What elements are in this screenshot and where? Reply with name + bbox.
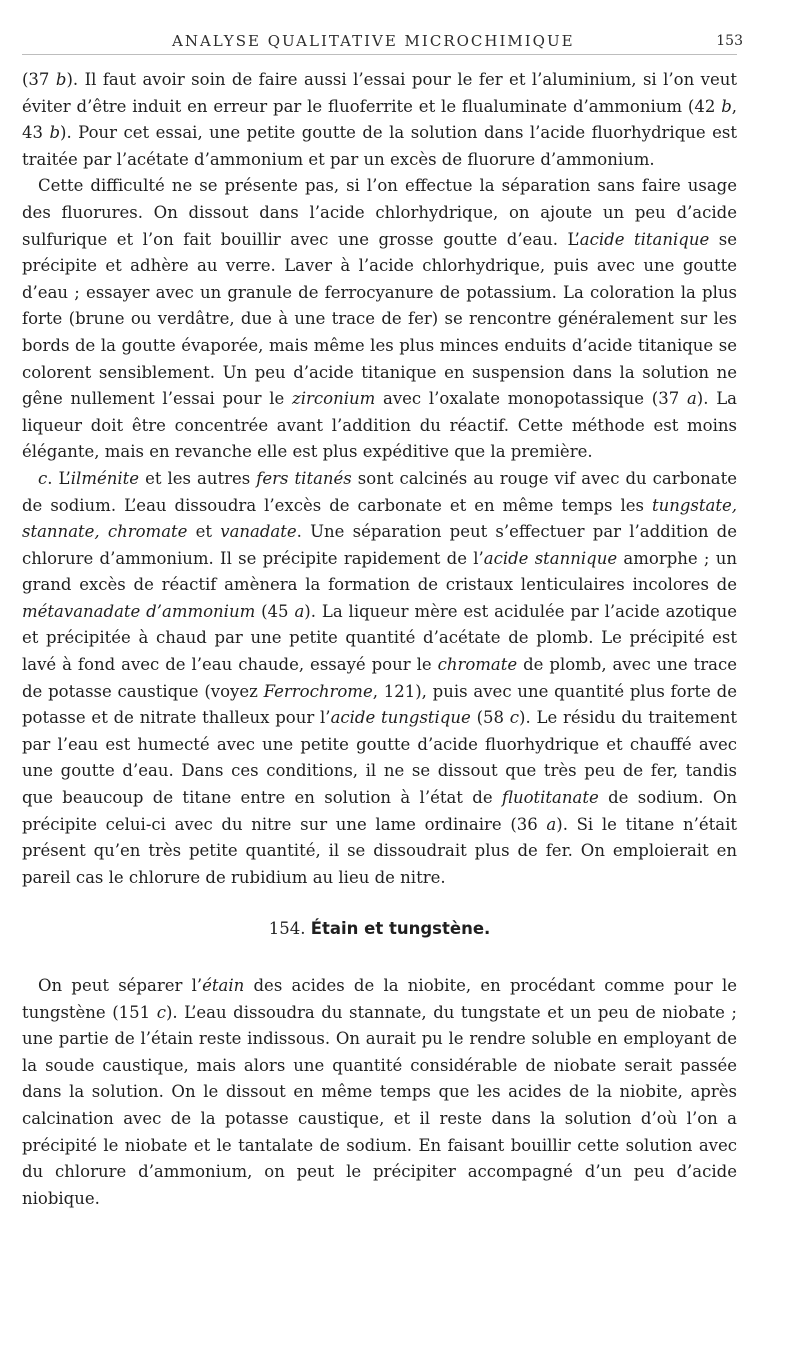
section-title: Étain et tungstène. xyxy=(310,919,491,939)
text-run: ). Pour cet essai, une petite goutte de la solution dans l’acide fluorhydrique est traitée par l’acétate d’ammonium et par un excès de fluorure d’ammonium. xyxy=(22,123,737,169)
running-header xyxy=(22,30,743,55)
main-text xyxy=(22,67,737,1212)
italic-term: métavanadate d’ammonium xyxy=(22,601,256,621)
text-run: (58 xyxy=(470,708,510,728)
text-run: des acides de la niobite, en procédant comme pour le tungstène (151 xyxy=(22,976,737,1022)
paragraph-ilmenite xyxy=(22,466,737,892)
text-run: Cette difficulté ne se présente pas, si l’on effectue la séparation sans faire usage des fluorures. On dissout dans l’acide chlorhydrique, on ajoute un peu d’acide sulfurique et l’on fait bouillir avec une grosse goutte d’eau. L’ xyxy=(22,176,737,249)
text-run: ). L’eau dissoudra du stannate, du tungstate et un peu de niobate ; une partie de l’étain reste indissous. On aurait pu le rendre soluble en employant de la soude caustique, mais alors une quantité considérable de niobate serait passée dans la solution. On le dissout en même temps que les acides de la niobite, après calcination avec de la potasse caustique, et il reste dans la solution d’où l’on a précipité le niobate et le tantalate de sodium. En faisant bouillir cette solution avec du chlorure d’ammonium, on peut le précipiter accompagné d’un peu d’acide niobique. xyxy=(22,1002,737,1208)
italic-term: Ferrochrome xyxy=(263,681,373,701)
text-run: (37 xyxy=(22,70,56,89)
italic-term: a xyxy=(546,814,557,834)
text-run: ). La liqueur doit être concentrée avant l’addition du réactif. Cette méthode est moins élégante, mais en revanche elle est plus expéditive que la première. xyxy=(22,389,737,462)
text-run: , 121), puis avec une quantité plus forte de potasse et de nitrate thalleux pour l’ xyxy=(22,681,737,728)
italic-term: b xyxy=(721,96,732,116)
italic-term: ilménite xyxy=(70,468,140,488)
text-run: , 43 xyxy=(22,96,737,143)
italic-term: étain xyxy=(202,976,245,995)
italic-term: tungstate, stannate, chromate xyxy=(22,495,737,542)
text-run: sont calcinés au rouge vif avec du carbonate de sodium. L’eau dissoudra l’excès de carbonate et en même temps les xyxy=(22,468,737,515)
text-run: . Une séparation peut s’effectuer par l’addition de chlorure d’ammonium. Il se précipite rapidement de l’ xyxy=(22,522,737,568)
italic-term: chromate xyxy=(437,655,518,675)
italic-term: fluotitanate xyxy=(501,788,599,808)
paragraph-fluorures xyxy=(22,173,737,466)
italic-term: acide titanique xyxy=(579,229,710,249)
italic-term: fers titanés xyxy=(256,468,352,488)
italic-term: c xyxy=(38,468,48,488)
italic-term: a xyxy=(294,601,305,621)
text-run: se précipite et adhère au verre. Laver à l’acide chlorhydrique, puis avec une goutte d’eau ; essayer avec un granule de ferrocyanure de potassium. La coloration la plus forte (brune ou verdâtre, due à une trace de fer) se rencontre généralement sur les bords de la goutte évaporée, mais même les plus minces enduits d’acide titanique se colorent sensiblement. Un peu d’acide titanique en suspension dans la solution ne gêne nullement l’essai pour le xyxy=(22,229,737,409)
text-run: ). Si le titane n’était présent qu’en très petite quantité, il se dissoudrait plus de fer. On emploierait en pareil cas le chlorure de rubidium au lieu de nitre. xyxy=(22,814,737,887)
paragraph-continuation xyxy=(22,67,737,173)
document-page xyxy=(22,30,743,1212)
page-number: 153 xyxy=(716,33,743,49)
text-run: (45 xyxy=(255,601,295,621)
section-heading xyxy=(22,916,737,943)
text-run: On peut séparer l’ xyxy=(38,976,203,995)
section-number: 154. xyxy=(268,919,306,939)
text-run: ). Il faut avoir soin de faire aussi l’essai pour le fer et l’aluminium, si l’on veut éviter d’être induit en erreur par le fluoferrite et le flualuminate d’ammonium (42 xyxy=(22,70,737,116)
text-run: amorphe ; un grand excès de réactif amènera la formation de cristaux lenticulaires incolores de xyxy=(22,548,737,595)
italic-term: a xyxy=(686,389,697,409)
paragraph-etain xyxy=(22,973,737,1212)
italic-term: c xyxy=(509,708,520,728)
text-run: et xyxy=(187,522,221,542)
italic-term: zirconium xyxy=(292,389,376,409)
italic-term: vanadate xyxy=(220,522,297,542)
text-run: de sodium. On précipite celui-ci avec du nitre sur une lame ordinaire (36 xyxy=(22,788,737,834)
text-run: de plomb, avec une trace de potasse caustique (voyez xyxy=(22,655,737,701)
italic-term: acide stannique xyxy=(483,548,618,568)
italic-term: c xyxy=(156,1002,166,1022)
italic-term: b xyxy=(55,70,67,89)
text-run: et les autres xyxy=(139,468,257,488)
text-run: ). La liqueur mère est acidulée par l’acide azotique et précipitée à chaud par une petite quantité d’acétate de plomb. Le précipité est lavé à fond avec de l’eau chaude, essayé pour le xyxy=(22,601,737,675)
italic-term: b xyxy=(49,123,61,143)
text-run: ). Le résidu du traitement par l’eau est humecté avec une petite goutte d’acide fluorhydrique et chauffé avec une goutte d’eau. Dans ces conditions, il ne se dissout que très peu de fer, tandis que beaucoup de titane entre en solution à l’état de xyxy=(22,708,737,808)
text-run: . L’ xyxy=(47,468,71,488)
text-run: avec l’oxalate monopotassique (37 xyxy=(375,389,687,409)
running-title: ANALYSE QUALITATIVE MICROCHIMIQUE xyxy=(172,32,575,50)
italic-term: acide tungstique xyxy=(330,708,471,728)
